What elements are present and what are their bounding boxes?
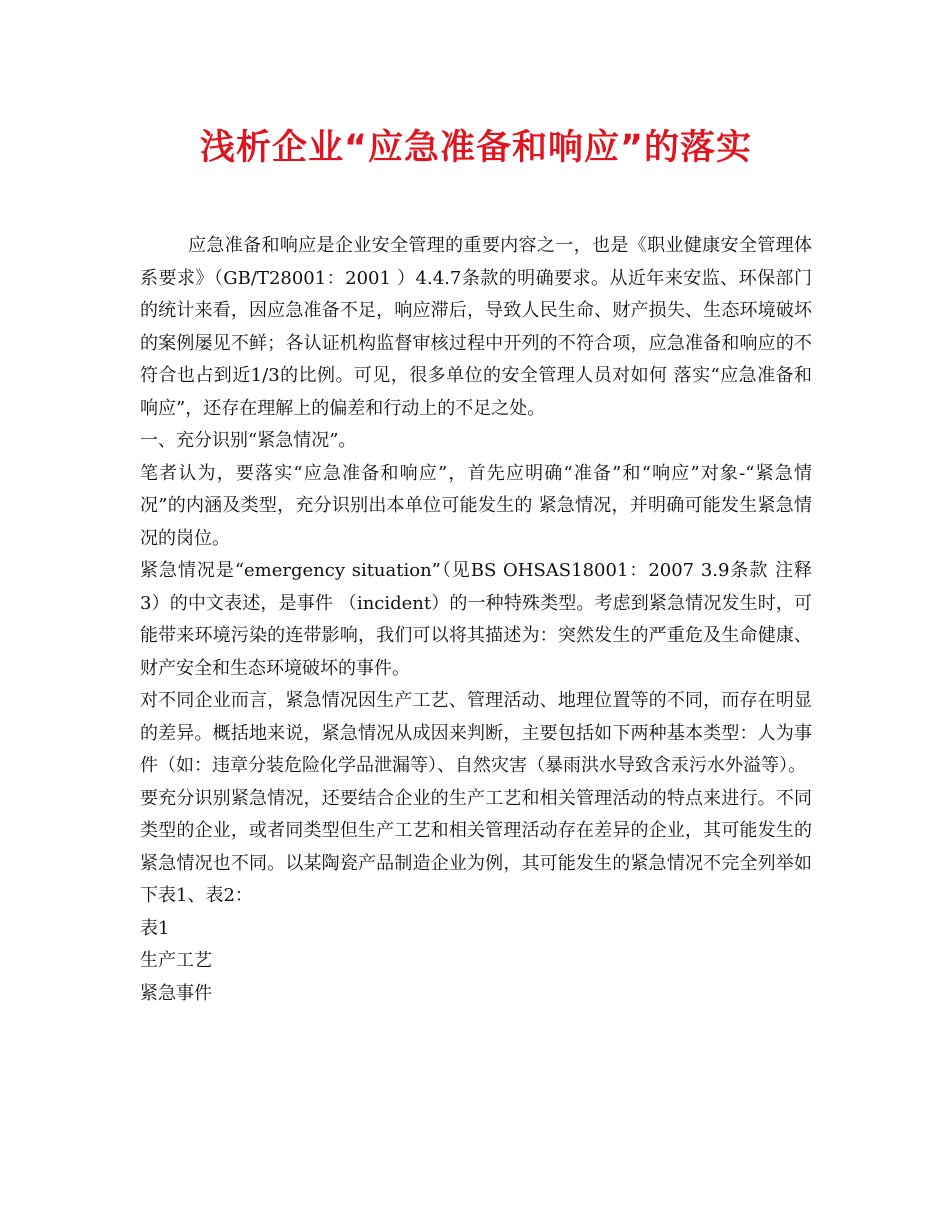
document-title: 浅析企业“应急准备和响应”的落实 — [199, 128, 752, 168]
body-paragraph: 对不同企业而言，紧急情况因生产工艺、管理活动、地理位置等的不同，而存在明显的差异。概括地来说，紧急情况从成因来判断，主要包括如下两种基本类型：人为事件（如：违章分装危险化学品泄漏等）、自然灾害（暴雨洪水导致含汞污水外溢等）。 — [140, 690, 812, 776]
table-header-process: 生产工艺 — [140, 950, 212, 971]
intro-paragraph: 应急准备和响应是企业安全管理的重要内容之一，也是《职业健康安全管理体系要求》（GB/T28001：2001 ）4.4.7条款的明确要求。从近年来安监、环保部门的统计来看，因应急准备不足，响应滞后，导致人民生命、财产损失、生态环境破坏的案例屡见不鲜；各认证机构监督审核过程中开列的不符合项，应急准备和响应的不符合也占到近1/3的比例。可见，很多单位的安全管理人员对如何 落实“应急准备和响应”，还存在理解上的偏差和行动上的不足之处。 — [140, 235, 812, 419]
body-paragraph: 要充分识别紧急情况，还要结合企业的生产工艺和相关管理活动的特点来进行。不同类型的企业，或者同类型但生产工艺和相关管理活动存在差异的企业，其可能发生的紧急情况也不同。以某陶瓷产品制造企业为例，其可能发生的紧急情况不完全列举如下表1、表2： — [140, 787, 812, 906]
body-paragraph: 紧急情况是“emergency situation”（见BS OHSAS18001：2007 3.9条款 注释3）的中文表述，是事件 （incident）的一种特殊类型。考虑到紧急情况发生时，可能带来环境污染的连带影响，我们可以将其描述为：突然发生的严重危及生命健康、财产安全和生态环境破坏的事件。 — [140, 560, 812, 679]
section-heading: 一、充分识别“紧急情况”。 — [140, 430, 357, 451]
table-caption: 表1 — [140, 917, 170, 939]
document-page — [140, 118, 812, 1010]
body-paragraph: 笔者认为，要落实“应急准备和响应”，首先应明确“准备”和“响应”对象-“紧急情况”的内涵及类型，充分识别出本单位可能发生的 紧急情况，并明确可能发生紧急情况的岗位。 — [140, 462, 812, 549]
table-header-emergency: 紧急事件 — [140, 982, 212, 1004]
